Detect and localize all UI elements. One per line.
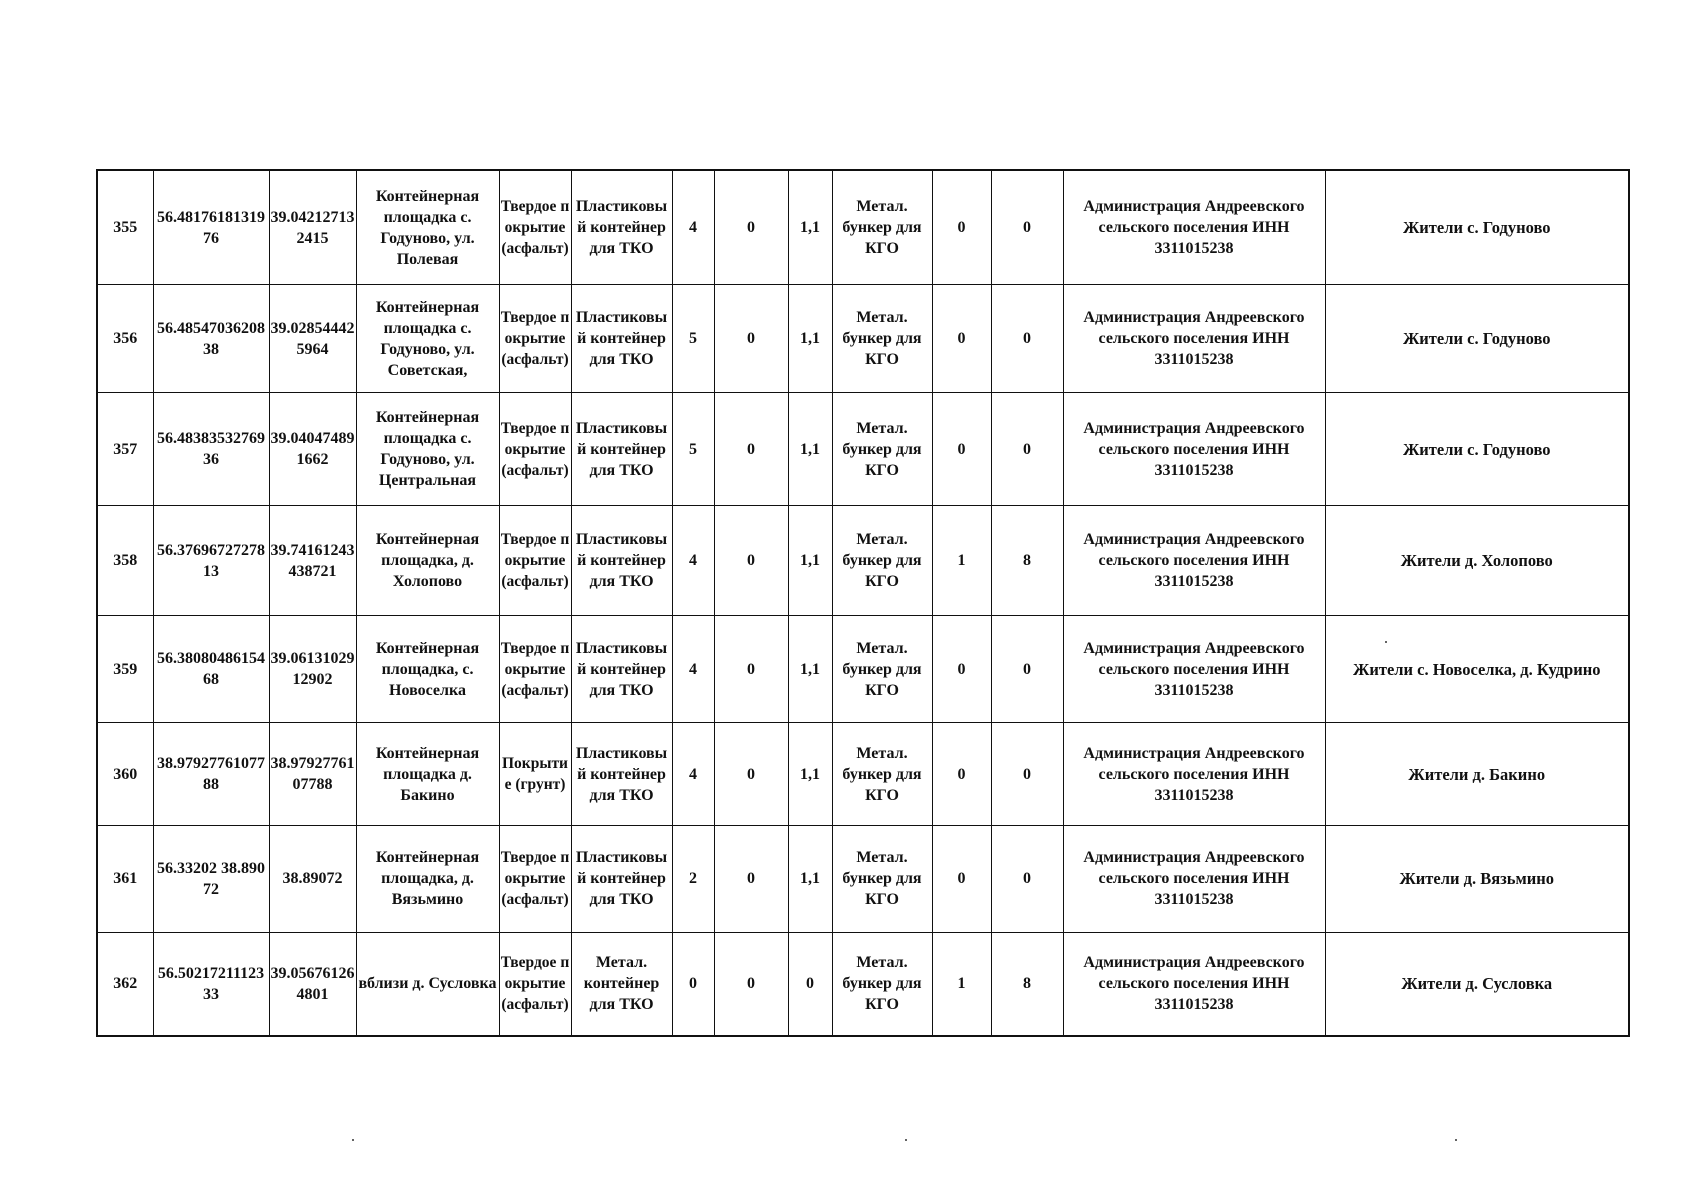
table-row: [97, 722, 1629, 826]
kgo-type-cell: Метал. бункер для КГО: [832, 170, 932, 285]
kgo-type-cell: Метал. бункер для КГО: [832, 393, 932, 506]
latitude-cell: 56.3808048615468: [153, 616, 269, 722]
container-volume-cell: 1,1: [788, 722, 832, 826]
scan-speck: [1455, 1139, 1457, 1141]
container-count-cell: 4: [672, 506, 714, 616]
container-volume-cell: 0: [788, 932, 832, 1036]
scan-speck: [352, 1139, 354, 1141]
planned-count-cell: 0: [714, 616, 788, 722]
container-volume-cell: 1,1: [788, 506, 832, 616]
container-type-cell: Пластиковый контейнер для ТКО: [571, 170, 672, 285]
row-number: 360: [97, 722, 153, 826]
kgo-volume-cell: 0: [991, 393, 1063, 506]
table-row: [97, 285, 1629, 393]
container-type-cell: Пластиковый контейнер для ТКО: [571, 393, 672, 506]
kgo-type-cell: Метал. бункер для КГО: [832, 616, 932, 722]
container-count-cell: 4: [672, 616, 714, 722]
container-type-cell: Пластиковый контейнер для ТКО: [571, 285, 672, 393]
owner-cell: Администрация Андреевского сельского поселения ИНН 3311015238: [1063, 826, 1325, 932]
longitude-cell: 39.0613102912902: [269, 616, 356, 722]
owner-cell: Администрация Андреевского сельского поселения ИНН 3311015238: [1063, 285, 1325, 393]
container-volume-cell: 1,1: [788, 170, 832, 285]
kgo-volume-cell: 0: [991, 722, 1063, 826]
table-row: [97, 393, 1629, 506]
latitude-cell: 38.9792776107788: [153, 722, 269, 826]
registry-table: [96, 169, 1630, 1037]
container-type-cell: Пластиковый контейнер для ТКО: [571, 826, 672, 932]
surface-cell: Твердое покрытие (асфальт): [499, 932, 571, 1036]
planned-count-cell: 0: [714, 170, 788, 285]
table-row: [97, 932, 1629, 1036]
planned-count-cell: 0: [714, 722, 788, 826]
users-cell: Жители с. Новоселка, д. Кудрино: [1325, 616, 1629, 722]
container-type-cell: Метал. контейнер для ТКО: [571, 932, 672, 1036]
site-name-cell: Контейнерная площадка с. Годуново, ул. Советская,: [356, 285, 499, 393]
kgo-count-cell: 0: [932, 616, 991, 722]
row-number: 357: [97, 393, 153, 506]
kgo-volume-cell: 8: [991, 506, 1063, 616]
container-volume-cell: 1,1: [788, 826, 832, 932]
container-count-cell: 5: [672, 393, 714, 506]
longitude-cell: 39.74161243438721: [269, 506, 356, 616]
owner-cell: Администрация Андреевского сельского поселения ИНН 3311015238: [1063, 722, 1325, 826]
site-name-cell: Контейнерная площадка д. Бакино: [356, 722, 499, 826]
longitude-cell: 38.89072: [269, 826, 356, 932]
planned-count-cell: 0: [714, 506, 788, 616]
owner-cell: Администрация Андреевского сельского поселения ИНН 3311015238: [1063, 170, 1325, 285]
surface-cell: Твердое покрытие (асфальт): [499, 170, 571, 285]
users-cell: Жители с. Годуново: [1325, 393, 1629, 506]
row-number: 362: [97, 932, 153, 1036]
container-count-cell: 4: [672, 170, 714, 285]
container-volume-cell: 1,1: [788, 393, 832, 506]
table-row: [97, 170, 1629, 285]
row-number: 355: [97, 170, 153, 285]
site-name-cell: Контейнерная площадка с. Годуново, ул. Центральная: [356, 393, 499, 506]
kgo-volume-cell: 0: [991, 170, 1063, 285]
surface-cell: Твердое покрытие (асфальт): [499, 506, 571, 616]
table-row: [97, 616, 1629, 722]
kgo-count-cell: 1: [932, 506, 991, 616]
table-row: [97, 506, 1629, 616]
surface-cell: Твердое покрытие (асфальт): [499, 393, 571, 506]
site-name-cell: Контейнерная площадка, д. Холопово: [356, 506, 499, 616]
table-body: [97, 170, 1629, 1036]
container-count-cell: 2: [672, 826, 714, 932]
kgo-type-cell: Метал. бункер для КГО: [832, 506, 932, 616]
kgo-volume-cell: 0: [991, 616, 1063, 722]
longitude-cell: 38.9792776107788: [269, 722, 356, 826]
latitude-cell: 56.5021721112333: [153, 932, 269, 1036]
container-type-cell: Пластиковый контейнер для ТКО: [571, 506, 672, 616]
site-name-cell: Контейнерная площадка с. Годуново, ул. Полевая: [356, 170, 499, 285]
kgo-count-cell: 0: [932, 393, 991, 506]
latitude-cell: 56.3769672727813: [153, 506, 269, 616]
planned-count-cell: 0: [714, 393, 788, 506]
users-cell: Жители д. Холопово: [1325, 506, 1629, 616]
latitude-cell: 56.33202 38.89072: [153, 826, 269, 932]
kgo-type-cell: Метал. бункер для КГО: [832, 932, 932, 1036]
kgo-volume-cell: 0: [991, 285, 1063, 393]
kgo-count-cell: 0: [932, 170, 991, 285]
row-number: 356: [97, 285, 153, 393]
longitude-cell: 39.056761264801: [269, 932, 356, 1036]
kgo-type-cell: Метал. бункер для КГО: [832, 722, 932, 826]
site-name-cell: Контейнерная площадка, д. Вязьмино: [356, 826, 499, 932]
container-count-cell: 4: [672, 722, 714, 826]
kgo-type-cell: Метал. бункер для КГО: [832, 285, 932, 393]
kgo-count-cell: 1: [932, 932, 991, 1036]
kgo-type-cell: Метал. бункер для КГО: [832, 826, 932, 932]
planned-count-cell: 0: [714, 285, 788, 393]
surface-cell: Твердое покрытие (асфальт): [499, 826, 571, 932]
latitude-cell: 56.4854703620838: [153, 285, 269, 393]
scan-speck: [905, 1139, 907, 1141]
latitude-cell: 56.4817618131976: [153, 170, 269, 285]
row-number: 359: [97, 616, 153, 722]
container-count-cell: 0: [672, 932, 714, 1036]
owner-cell: Администрация Андреевского сельского поселения ИНН 3311015238: [1063, 393, 1325, 506]
owner-cell: Администрация Андреевского сельского поселения ИНН 3311015238: [1063, 506, 1325, 616]
users-cell: Жители д. Сусловка: [1325, 932, 1629, 1036]
planned-count-cell: 0: [714, 826, 788, 932]
latitude-cell: 56.4838353276936: [153, 393, 269, 506]
scan-speck: [1385, 641, 1387, 643]
row-number: 358: [97, 506, 153, 616]
kgo-count-cell: 0: [932, 722, 991, 826]
surface-cell: Твердое покрытие (асфальт): [499, 285, 571, 393]
users-cell: Жители с. Годуново: [1325, 285, 1629, 393]
owner-cell: Администрация Андреевского сельского поселения ИНН 3311015238: [1063, 616, 1325, 722]
kgo-count-cell: 0: [932, 826, 991, 932]
container-volume-cell: 1,1: [788, 616, 832, 722]
longitude-cell: 39.040474891662: [269, 393, 356, 506]
longitude-cell: 39.042127132415: [269, 170, 356, 285]
container-count-cell: 5: [672, 285, 714, 393]
kgo-volume-cell: 0: [991, 826, 1063, 932]
table-row: [97, 826, 1629, 932]
container-type-cell: Пластиковый контейнер для ТКО: [571, 722, 672, 826]
container-volume-cell: 1,1: [788, 285, 832, 393]
site-name-cell: вблизи д. Сусловка: [356, 932, 499, 1036]
owner-cell: Администрация Андреевского сельского поселения ИНН 3311015238: [1063, 932, 1325, 1036]
row-number: 361: [97, 826, 153, 932]
surface-cell: Покрытие (грунт): [499, 722, 571, 826]
longitude-cell: 39.028544425964: [269, 285, 356, 393]
site-name-cell: Контейнерная площадка, с. Новоселка: [356, 616, 499, 722]
kgo-count-cell: 0: [932, 285, 991, 393]
container-type-cell: Пластиковый контейнер для ТКО: [571, 616, 672, 722]
planned-count-cell: 0: [714, 932, 788, 1036]
surface-cell: Твердое покрытие (асфальт): [499, 616, 571, 722]
kgo-volume-cell: 8: [991, 932, 1063, 1036]
users-cell: Жители д. Бакино: [1325, 722, 1629, 826]
users-cell: Жители с. Годуново: [1325, 170, 1629, 285]
users-cell: Жители д. Вязьмино: [1325, 826, 1629, 932]
